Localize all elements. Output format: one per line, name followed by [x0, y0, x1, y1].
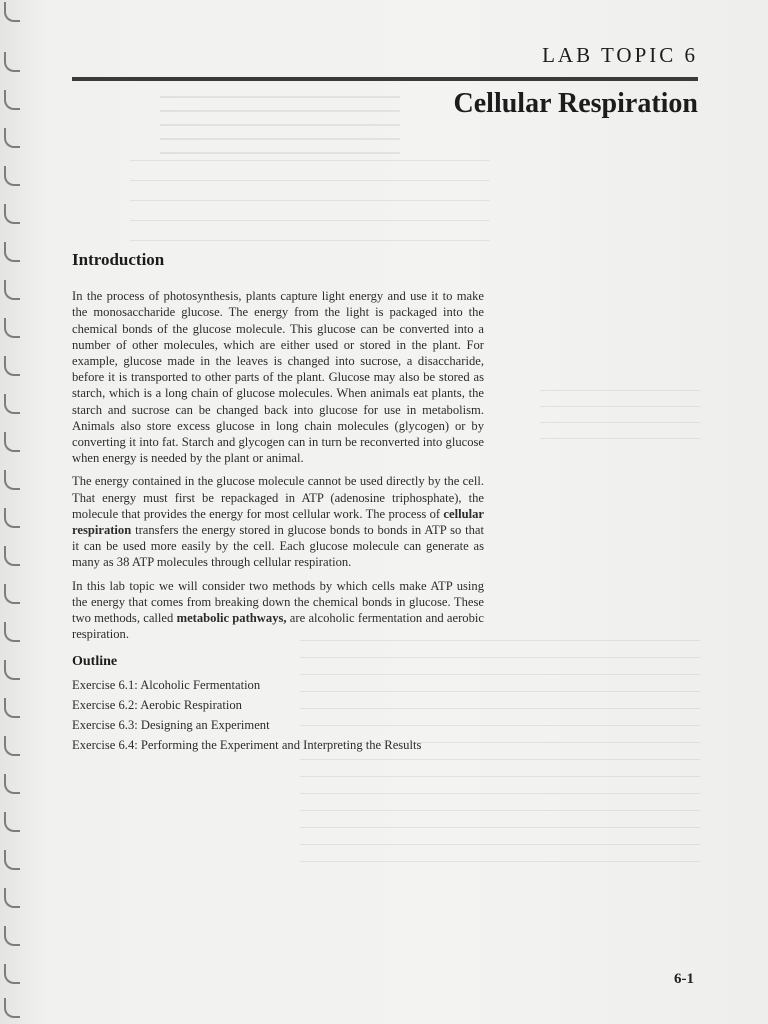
- binding-ring: [4, 964, 20, 984]
- header-rule: [72, 77, 698, 81]
- main-content: [72, 252, 484, 757]
- show-through-texture: [540, 390, 700, 440]
- outline-item: Exercise 6.4: Performing the Experiment and Interpreting the Results: [72, 738, 422, 753]
- intro-paragraph-2: [72, 473, 484, 570]
- paragraph-text: The energy contained in the glucose molecule cannot be used directly by the cell. That energy must first be repackaged in ATP (adenosine triphosphate), the molecule that provides the energy for most cellular work. The process of: [72, 474, 484, 521]
- key-term: metabolic pathways,: [176, 611, 287, 626]
- binding-ring: [4, 2, 20, 22]
- introduction-heading: Introduction: [72, 250, 165, 269]
- binding-ring: [4, 394, 20, 414]
- page-title: Cellular Respiration: [453, 88, 698, 119]
- binding-ring: [4, 166, 20, 186]
- binding-ring: [4, 660, 20, 680]
- binding-ring: [4, 888, 20, 908]
- paragraph-text: In this lab topic we will consider two methods by which cells make ATP using the energy that comes from breaking down the chemical bonds in glucose. These two methods, called: [72, 578, 484, 626]
- show-through-texture: [160, 96, 400, 156]
- binding-ring: [4, 774, 20, 794]
- outline-item: Exercise 6.1: Alcoholic Fermentation: [72, 677, 261, 692]
- binding-ring: [4, 850, 20, 870]
- spiral-binding: [0, 0, 40, 1024]
- binding-ring: [4, 52, 20, 72]
- binding-ring: [4, 736, 20, 756]
- binding-ring: [4, 470, 20, 490]
- key-term: cellular respiration: [72, 506, 484, 538]
- outline-item: Exercise 6.3: Designing an Experiment: [72, 718, 270, 733]
- binding-ring: [4, 356, 20, 376]
- binding-ring: [4, 926, 20, 946]
- binding-ring: [4, 584, 20, 604]
- outline-heading: Outline: [72, 654, 118, 670]
- page-number: 6-1: [674, 971, 694, 987]
- outline-item: Exercise 6.2: Aerobic Respiration: [72, 697, 242, 712]
- binding-ring: [4, 812, 20, 832]
- paragraph-text: are alcoholic fermentation and aerobic respiration.: [72, 611, 484, 642]
- binding-ring: [4, 318, 20, 338]
- show-through-texture: [130, 160, 490, 250]
- binding-ring: [4, 280, 20, 300]
- binding-ring: [4, 622, 20, 642]
- binding-ring: [4, 698, 20, 718]
- lab-topic-label: LAB TOPIC 6: [542, 43, 698, 67]
- binding-ring: [4, 546, 20, 566]
- binding-ring: [4, 90, 20, 110]
- binding-ring: [4, 242, 20, 262]
- paragraph-text: transfers the energy stored in glucose bonds to bonds in ATP so that it can be used more easily by the cell. Each glucose molecule can generate as many as 38 ATP molecules through cellular respiration.: [72, 523, 484, 570]
- binding-ring: [4, 508, 20, 528]
- binding-ring: [4, 998, 20, 1018]
- intro-paragraph-3: [72, 578, 484, 643]
- binding-ring: [4, 204, 20, 224]
- binding-ring: [4, 128, 20, 148]
- binding-ring: [4, 432, 20, 452]
- intro-paragraph-1: In the process of photosynthesis, plants capture light energy and use it to make the monosaccharide glucose. The energy from the light is packaged into the chemical bonds of the glucose molecule. This glucose can be converted into a number of other molecules, which are either used or stored in the plant. For example, glucose made in the leaves is changed into sucrose, a disaccharide, before it is transported to other parts of the plant. Glucose may also be stored as starch, which is a long chain of glucose molecules. When animals eat plants, the starch and sucrose can be changed back into glucose for use in metabolism. Animals also store excess glucose in long chain molecules (glycogen) or by converting it into fat. Starch and glycogen can in turn be reconverted into glucose when energy is needed by the plant or animal.: [72, 289, 484, 466]
